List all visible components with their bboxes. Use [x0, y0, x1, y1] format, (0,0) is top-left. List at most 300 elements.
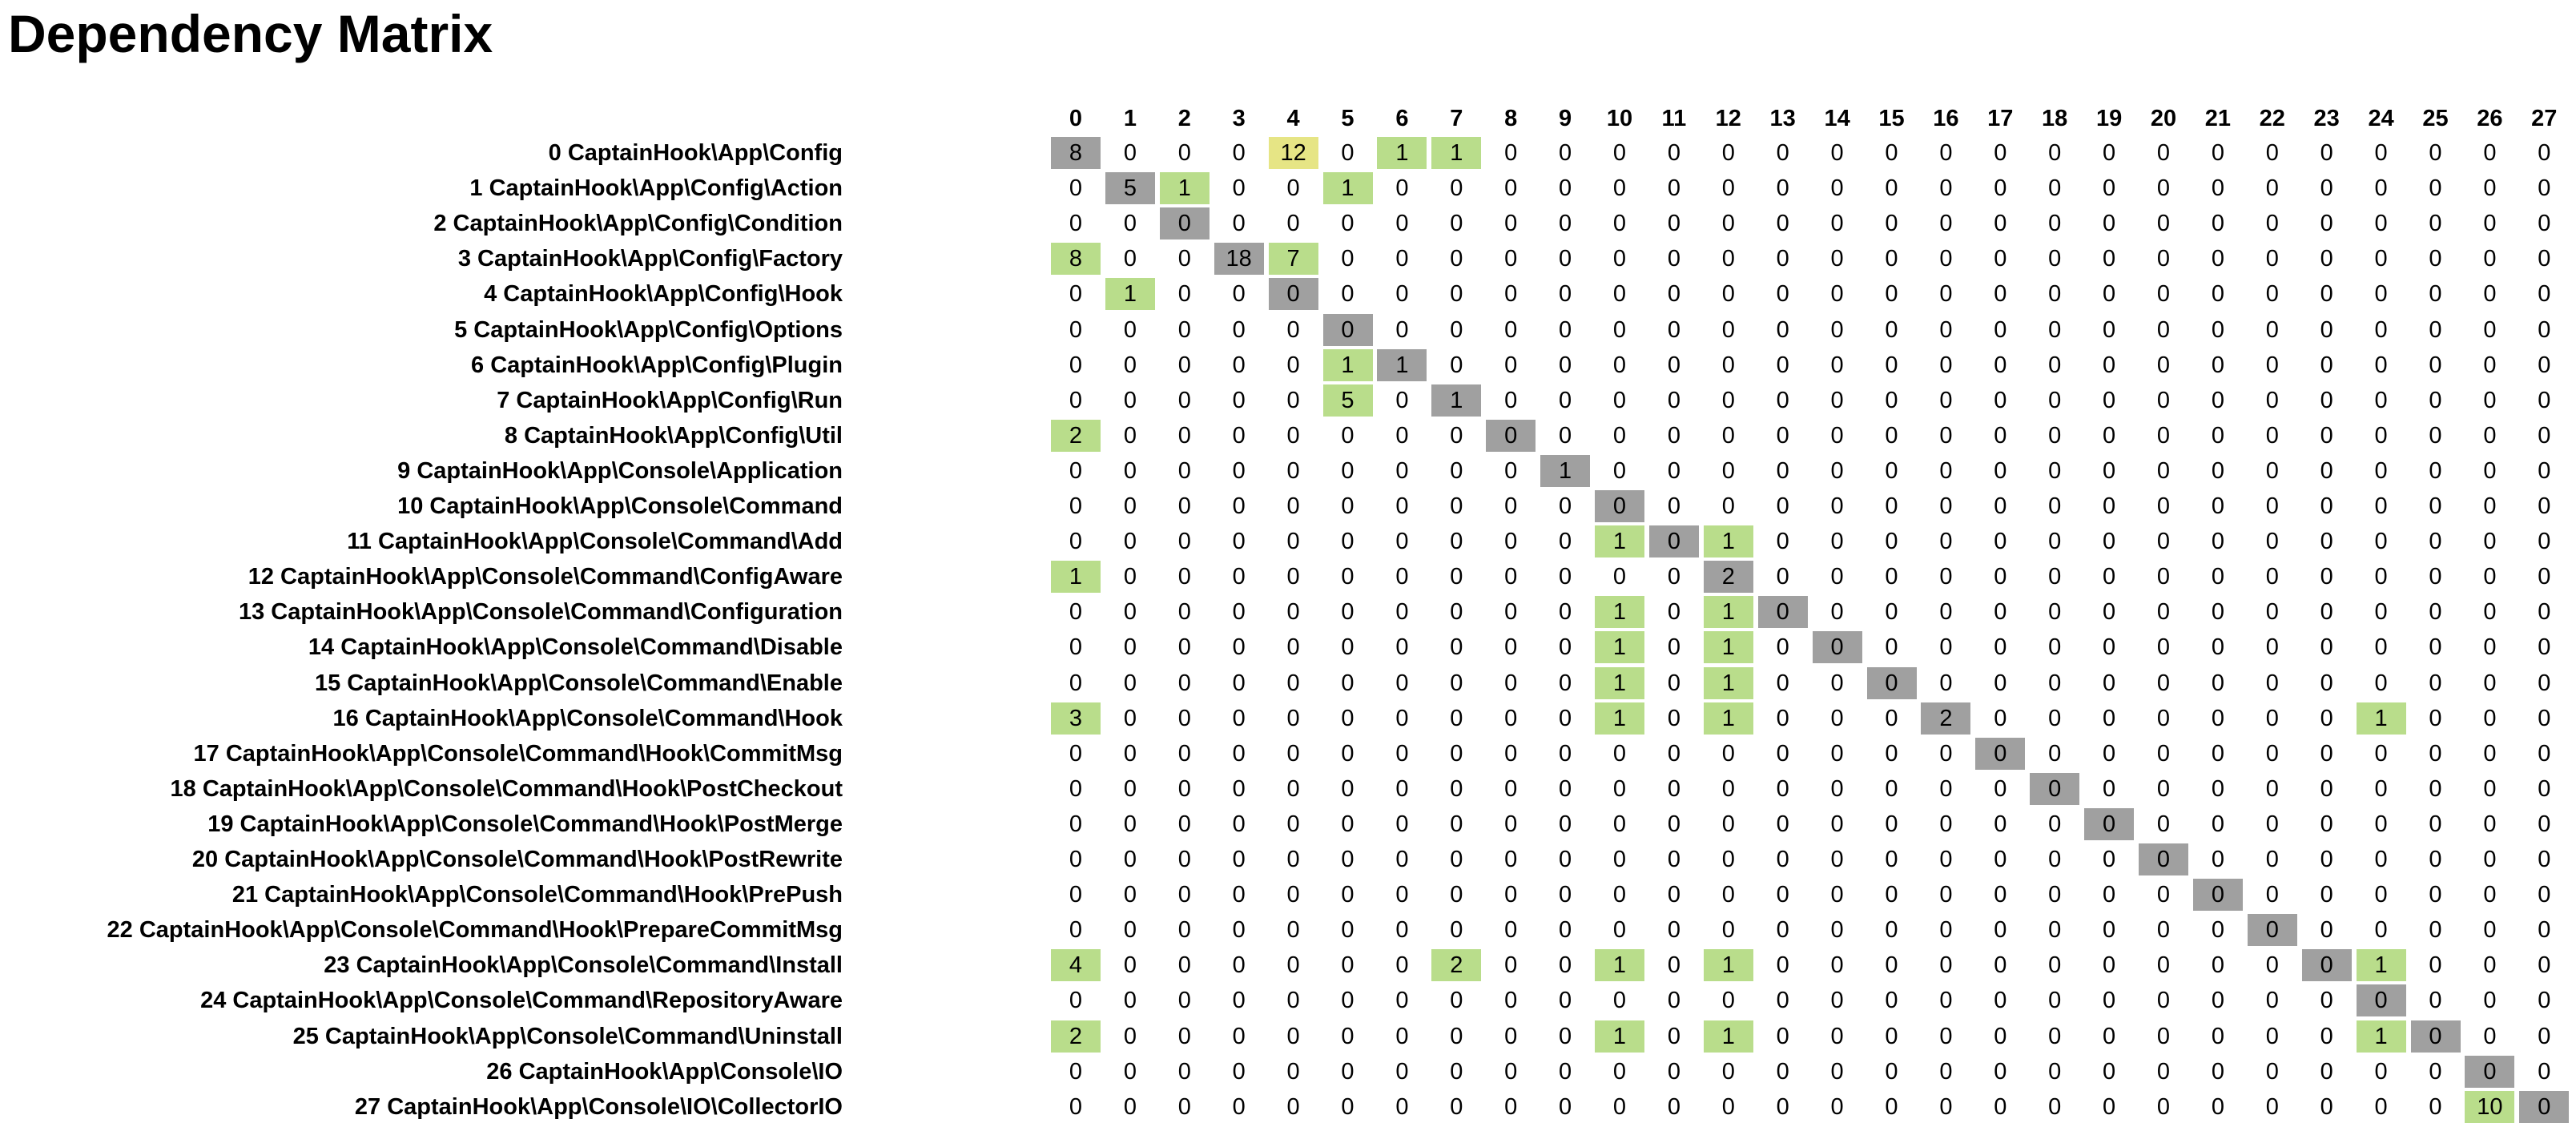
- matrix-cell-12-20: 0: [2156, 564, 2171, 590]
- column-header-0: 0: [1069, 106, 1083, 131]
- matrix-cell-17-15: 0: [1885, 740, 1898, 767]
- matrix-cell-20-10: 0: [1612, 847, 1627, 872]
- column-header-14: 14: [1824, 106, 1850, 131]
- matrix-cell-22-13: 0: [1776, 917, 1789, 944]
- matrix-cell-16-23: 0: [2320, 705, 2333, 731]
- column-header-2: 2: [1177, 106, 1191, 131]
- matrix-cell-11-13: 0: [1776, 529, 1789, 555]
- matrix-cell-1-5: 1: [1323, 172, 1373, 204]
- matrix-cell-21-26: 0: [2483, 882, 2497, 908]
- matrix-cell-4-2: 0: [1177, 281, 1191, 308]
- matrix-cell-23-12: 1: [1704, 949, 1753, 981]
- matrix-cell-9-0: 0: [1069, 457, 1083, 484]
- matrix-cell-23-16: 0: [1939, 952, 1953, 979]
- matrix-cell-6-23: 0: [2320, 352, 2333, 378]
- matrix-cell-21-23: 0: [2320, 882, 2333, 908]
- matrix-cell-9-7: 0: [1450, 457, 1463, 484]
- matrix-cell-18-5: 0: [1341, 775, 1354, 802]
- matrix-cell-11-20: 0: [2156, 529, 2171, 555]
- matrix-cell-24-26: 0: [2483, 988, 2497, 1014]
- matrix-cell-26-27: 0: [2538, 1058, 2551, 1085]
- matrix-cell-22-11: 0: [1667, 917, 1680, 944]
- matrix-cell-2-4: 0: [1286, 211, 1300, 237]
- matrix-cell-23-6: 0: [1395, 952, 1409, 979]
- column-header-12: 12: [1715, 106, 1741, 131]
- matrix-cell-15-25: 0: [2429, 670, 2442, 696]
- matrix-cell-27-15: 0: [1885, 1093, 1898, 1120]
- matrix-cell-24-27: 0: [2538, 988, 2551, 1014]
- matrix-cell-0-1: 0: [1123, 140, 1137, 166]
- matrix-cell-15-17: 0: [1994, 670, 2007, 696]
- matrix-cell-5-9: 0: [1559, 316, 1572, 343]
- matrix-cell-24-20: 0: [2156, 988, 2171, 1014]
- matrix-cell-9-16: 0: [1939, 457, 1953, 484]
- matrix-cell-27-4: 0: [1286, 1093, 1300, 1120]
- matrix-cell-8-8: 0: [1486, 420, 1536, 452]
- matrix-cell-1-4: 0: [1286, 175, 1300, 202]
- matrix-cell-14-17: 0: [1994, 634, 2007, 661]
- column-header-11: 11: [1661, 106, 1687, 131]
- matrix-cell-2-13: 0: [1776, 211, 1789, 237]
- row-label-26: 26 CaptainHook\App\Console\IO: [486, 1058, 843, 1085]
- matrix-cell-8-5: 0: [1341, 422, 1354, 449]
- matrix-cell-14-11: 0: [1667, 634, 1680, 661]
- matrix-cell-5-22: 0: [2265, 316, 2279, 343]
- matrix-cell-17-24: 0: [2374, 740, 2388, 767]
- matrix-cell-0-13: 0: [1776, 140, 1789, 166]
- matrix-cell-8-26: 0: [2483, 422, 2497, 449]
- matrix-cell-16-2: 0: [1177, 705, 1191, 731]
- matrix-cell-4-21: 0: [2211, 281, 2224, 308]
- matrix-cell-25-10: 1: [1595, 1020, 1644, 1053]
- matrix-cell-16-14: 0: [1830, 705, 1844, 731]
- matrix-cell-9-20: 0: [2156, 457, 2171, 484]
- matrix-cell-9-15: 0: [1885, 457, 1898, 484]
- matrix-cell-6-13: 0: [1776, 352, 1789, 378]
- column-header-18: 18: [2042, 106, 2068, 131]
- matrix-cell-16-26: 0: [2483, 705, 2497, 731]
- matrix-cell-27-19: 0: [2103, 1093, 2116, 1120]
- matrix-cell-26-12: 0: [1721, 1058, 1735, 1085]
- matrix-cell-0-17: 0: [1994, 140, 2007, 166]
- matrix-cell-13-8: 0: [1504, 599, 1518, 626]
- matrix-cell-2-7: 0: [1450, 211, 1463, 237]
- matrix-cell-24-7: 0: [1450, 988, 1463, 1014]
- matrix-cell-6-5: 1: [1323, 349, 1373, 381]
- matrix-cell-7-14: 0: [1830, 387, 1844, 413]
- matrix-cell-4-14: 0: [1830, 281, 1844, 308]
- matrix-cell-20-21: 0: [2211, 847, 2224, 872]
- matrix-cell-16-12: 1: [1704, 702, 1753, 735]
- matrix-cell-20-2: 0: [1177, 847, 1191, 872]
- matrix-cell-9-5: 0: [1341, 457, 1354, 484]
- matrix-cell-23-4: 0: [1286, 952, 1300, 979]
- column-header-6: 6: [1395, 106, 1409, 131]
- matrix-cell-19-3: 0: [1232, 811, 1246, 837]
- matrix-cell-17-21: 0: [2211, 740, 2224, 767]
- matrix-cell-12-9: 0: [1559, 564, 1572, 590]
- matrix-cell-11-15: 0: [1885, 529, 1898, 555]
- matrix-cell-18-14: 0: [1830, 775, 1844, 802]
- matrix-cell-1-18: 0: [2048, 175, 2062, 202]
- matrix-cell-25-12: 1: [1704, 1020, 1753, 1053]
- matrix-cell-17-17: 0: [1975, 738, 2025, 770]
- matrix-cell-10-15: 0: [1885, 493, 1898, 519]
- matrix-cell-24-5: 0: [1341, 988, 1354, 1014]
- matrix-cell-8-2: 0: [1177, 422, 1191, 449]
- matrix-cell-26-14: 0: [1830, 1058, 1844, 1085]
- matrix-cell-9-4: 0: [1286, 457, 1300, 484]
- matrix-cell-4-11: 0: [1667, 281, 1680, 308]
- matrix-cell-11-14: 0: [1830, 529, 1844, 555]
- matrix-cell-14-10: 1: [1595, 631, 1644, 663]
- matrix-cell-0-20: 0: [2156, 140, 2171, 166]
- matrix-cell-18-0: 0: [1069, 775, 1083, 802]
- matrix-cell-17-10: 0: [1612, 740, 1627, 767]
- matrix-cell-5-5: 0: [1323, 314, 1373, 346]
- matrix-cell-20-8: 0: [1504, 847, 1518, 872]
- matrix-cell-3-10: 0: [1612, 246, 1627, 272]
- matrix-cell-27-16: 0: [1939, 1093, 1953, 1120]
- column-header-26: 26: [2477, 106, 2503, 131]
- matrix-cell-13-26: 0: [2483, 599, 2497, 626]
- matrix-cell-9-14: 0: [1830, 457, 1844, 484]
- matrix-cell-0-15: 0: [1885, 140, 1898, 166]
- matrix-cell-27-18: 0: [2048, 1093, 2062, 1120]
- matrix-cell-8-19: 0: [2103, 422, 2116, 449]
- matrix-cell-16-8: 0: [1504, 705, 1518, 731]
- matrix-cell-10-21: 0: [2211, 493, 2224, 519]
- matrix-cell-9-11: 0: [1667, 457, 1680, 484]
- matrix-cell-17-11: 0: [1667, 740, 1680, 767]
- matrix-cell-6-1: 0: [1123, 352, 1137, 378]
- matrix-cell-16-1: 0: [1123, 705, 1137, 731]
- column-header-22: 22: [2259, 106, 2285, 131]
- matrix-cell-27-14: 0: [1830, 1093, 1844, 1120]
- matrix-cell-12-12: 2: [1704, 561, 1753, 593]
- matrix-cell-0-7: 1: [1431, 137, 1481, 169]
- matrix-cell-5-3: 0: [1232, 316, 1246, 343]
- matrix-cell-23-18: 0: [2048, 952, 2062, 979]
- matrix-cell-27-0: 0: [1069, 1093, 1083, 1120]
- matrix-cell-12-22: 0: [2265, 564, 2279, 590]
- matrix-cell-6-15: 0: [1885, 352, 1898, 378]
- matrix-cell-19-25: 0: [2429, 811, 2442, 837]
- matrix-cell-14-20: 0: [2156, 634, 2171, 661]
- matrix-cell-25-15: 0: [1885, 1023, 1898, 1049]
- matrix-cell-0-6: 1: [1377, 137, 1427, 169]
- matrix-cell-12-27: 0: [2538, 564, 2551, 590]
- matrix-cell-0-0: 8: [1051, 137, 1101, 169]
- matrix-cell-11-26: 0: [2483, 529, 2497, 555]
- matrix-cell-11-18: 0: [2048, 529, 2062, 555]
- row-label-12: 12 CaptainHook\App\Console\Command\ConfigAware: [248, 564, 843, 590]
- matrix-cell-14-18: 0: [2048, 634, 2062, 661]
- matrix-cell-5-13: 0: [1776, 316, 1789, 343]
- matrix-cell-9-1: 0: [1123, 457, 1137, 484]
- matrix-cell-5-21: 0: [2211, 316, 2224, 343]
- matrix-cell-25-20: 0: [2156, 1023, 2171, 1049]
- row-label-6: 6 CaptainHook\App\Config\Plugin: [471, 352, 843, 378]
- matrix-cell-8-15: 0: [1885, 422, 1898, 449]
- matrix-cell-21-19: 0: [2103, 882, 2116, 908]
- matrix-cell-26-18: 0: [2048, 1058, 2062, 1085]
- matrix-cell-5-1: 0: [1123, 316, 1137, 343]
- matrix-cell-7-12: 0: [1721, 387, 1735, 413]
- matrix-cell-4-19: 0: [2103, 281, 2116, 308]
- matrix-cell-3-17: 0: [1994, 246, 2007, 272]
- matrix-cell-24-25: 0: [2429, 988, 2442, 1014]
- matrix-cell-25-24: 1: [2357, 1020, 2406, 1053]
- matrix-cell-25-11: 0: [1667, 1023, 1680, 1049]
- row-label-13: 13 CaptainHook\App\Console\Command\Configuration: [238, 599, 843, 626]
- matrix-cell-8-0: 2: [1051, 420, 1101, 452]
- matrix-cell-21-2: 0: [1177, 882, 1191, 908]
- matrix-cell-5-2: 0: [1177, 316, 1191, 343]
- matrix-cell-21-7: 0: [1450, 882, 1463, 908]
- matrix-cell-15-18: 0: [2048, 670, 2062, 696]
- matrix-cell-5-26: 0: [2483, 316, 2497, 343]
- matrix-cell-2-2: 0: [1160, 207, 1210, 239]
- matrix-cell-7-0: 0: [1069, 387, 1083, 413]
- matrix-cell-14-15: 0: [1885, 634, 1898, 661]
- matrix-cell-6-4: 0: [1286, 352, 1300, 378]
- matrix-cell-21-27: 0: [2538, 882, 2551, 908]
- matrix-cell-12-26: 0: [2483, 564, 2497, 590]
- matrix-cell-16-11: 0: [1667, 705, 1680, 731]
- matrix-cell-13-2: 0: [1177, 599, 1191, 626]
- matrix-cell-18-19: 0: [2103, 775, 2116, 802]
- matrix-cell-1-22: 0: [2265, 175, 2279, 202]
- matrix-cell-12-4: 0: [1286, 564, 1300, 590]
- matrix-cell-22-20: 0: [2156, 917, 2171, 944]
- matrix-cell-8-16: 0: [1939, 422, 1953, 449]
- matrix-cell-17-14: 0: [1830, 740, 1844, 767]
- matrix-cell-27-21: 0: [2211, 1093, 2224, 1120]
- matrix-cell-1-6: 0: [1395, 175, 1409, 202]
- matrix-cell-18-17: 0: [1994, 775, 2007, 802]
- matrix-cell-9-6: 0: [1395, 457, 1409, 484]
- matrix-cell-18-25: 0: [2429, 775, 2442, 802]
- matrix-cell-17-9: 0: [1559, 740, 1572, 767]
- matrix-cell-3-0: 8: [1051, 243, 1101, 275]
- matrix-cell-22-18: 0: [2048, 917, 2062, 944]
- matrix-cell-22-9: 0: [1559, 917, 1572, 944]
- row-label-2: 2 CaptainHook\App\Config\Condition: [433, 211, 843, 237]
- matrix-cell-6-8: 0: [1504, 352, 1518, 378]
- matrix-cell-3-8: 0: [1504, 246, 1518, 272]
- column-header-13: 13: [1769, 106, 1796, 131]
- matrix-cell-8-10: 0: [1612, 422, 1627, 449]
- matrix-cell-8-22: 0: [2265, 422, 2279, 449]
- matrix-cell-23-0: 4: [1051, 949, 1101, 981]
- matrix-cell-19-16: 0: [1939, 811, 1953, 837]
- matrix-cell-21-10: 0: [1612, 882, 1627, 908]
- matrix-cell-17-6: 0: [1395, 740, 1409, 767]
- matrix-cell-3-25: 0: [2429, 246, 2442, 272]
- matrix-cell-25-16: 0: [1939, 1023, 1953, 1049]
- matrix-cell-0-27: 0: [2538, 140, 2551, 166]
- matrix-cell-10-18: 0: [2048, 493, 2062, 519]
- matrix-cell-11-4: 0: [1286, 529, 1300, 555]
- matrix-cell-5-17: 0: [1994, 316, 2007, 343]
- matrix-cell-2-8: 0: [1504, 211, 1518, 237]
- matrix-cell-0-5: 0: [1341, 140, 1354, 166]
- matrix-cell-26-13: 0: [1776, 1058, 1789, 1085]
- matrix-cell-3-12: 0: [1721, 246, 1735, 272]
- matrix-cell-4-3: 0: [1232, 281, 1246, 308]
- matrix-cell-6-24: 0: [2374, 352, 2388, 378]
- matrix-cell-4-27: 0: [2538, 281, 2551, 308]
- matrix-cell-15-20: 0: [2156, 670, 2171, 696]
- matrix-cell-27-8: 0: [1504, 1093, 1518, 1120]
- matrix-cell-3-22: 0: [2265, 246, 2279, 272]
- matrix-cell-12-25: 0: [2429, 564, 2442, 590]
- matrix-cell-13-15: 0: [1885, 599, 1898, 626]
- matrix-cell-17-13: 0: [1776, 740, 1789, 767]
- matrix-cell-17-7: 0: [1450, 740, 1463, 767]
- matrix-cell-13-19: 0: [2103, 599, 2116, 626]
- matrix-cell-27-22: 0: [2265, 1093, 2279, 1120]
- matrix-cell-21-11: 0: [1667, 882, 1680, 908]
- matrix-cell-2-19: 0: [2103, 211, 2116, 237]
- matrix-cell-23-24: 1: [2357, 949, 2406, 981]
- matrix-cell-17-0: 0: [1069, 740, 1083, 767]
- matrix-cell-22-25: 0: [2429, 917, 2442, 944]
- matrix-cell-10-0: 0: [1069, 493, 1083, 519]
- column-header-27: 27: [2531, 106, 2558, 131]
- matrix-cell-26-21: 0: [2211, 1058, 2224, 1085]
- matrix-cell-11-24: 0: [2374, 529, 2388, 555]
- matrix-cell-25-1: 0: [1123, 1023, 1137, 1049]
- matrix-cell-20-6: 0: [1395, 847, 1409, 872]
- matrix-cell-8-25: 0: [2429, 422, 2442, 449]
- matrix-cell-3-21: 0: [2211, 246, 2224, 272]
- matrix-cell-16-27: 0: [2538, 705, 2551, 731]
- matrix-cell-6-11: 0: [1667, 352, 1680, 378]
- row-label-17: 17 CaptainHook\App\Console\Command\Hook\CommitMsg: [193, 740, 843, 767]
- matrix-cell-3-3: 18: [1214, 243, 1264, 275]
- matrix-cell-4-22: 0: [2265, 281, 2279, 308]
- matrix-cell-24-3: 0: [1232, 988, 1246, 1014]
- matrix-cell-15-16: 0: [1939, 670, 1953, 696]
- matrix-cell-10-19: 0: [2103, 493, 2116, 519]
- matrix-cell-20-19: 0: [2103, 847, 2116, 872]
- matrix-cell-5-10: 0: [1612, 316, 1627, 343]
- matrix-cell-9-27: 0: [2538, 457, 2551, 484]
- matrix-cell-19-0: 0: [1069, 811, 1083, 837]
- matrix-cell-6-10: 0: [1612, 352, 1627, 378]
- matrix-cell-19-10: 0: [1612, 811, 1627, 837]
- matrix-cell-9-12: 0: [1721, 457, 1735, 484]
- matrix-cell-1-1: 5: [1105, 172, 1155, 204]
- matrix-cell-3-19: 0: [2103, 246, 2116, 272]
- matrix-cell-0-23: 0: [2320, 140, 2333, 166]
- column-header-25: 25: [2422, 106, 2449, 131]
- matrix-cell-27-10: 0: [1612, 1093, 1627, 1120]
- matrix-cell-16-3: 0: [1232, 705, 1246, 731]
- matrix-cell-13-7: 0: [1450, 599, 1463, 626]
- matrix-cell-20-13: 0: [1776, 847, 1789, 872]
- matrix-cell-17-23: 0: [2320, 740, 2333, 767]
- matrix-cell-21-1: 0: [1123, 882, 1137, 908]
- matrix-cell-13-11: 0: [1667, 599, 1680, 626]
- matrix-cell-18-27: 0: [2538, 775, 2551, 802]
- matrix-cell-10-12: 0: [1721, 493, 1735, 519]
- matrix-cell-23-14: 0: [1830, 952, 1844, 979]
- matrix-cell-5-7: 0: [1450, 316, 1463, 343]
- matrix-cell-5-11: 0: [1667, 316, 1680, 343]
- matrix-cell-7-2: 0: [1177, 387, 1191, 413]
- matrix-cell-14-24: 0: [2374, 634, 2388, 661]
- matrix-cell-6-18: 0: [2048, 352, 2062, 378]
- matrix-cell-8-24: 0: [2374, 422, 2388, 449]
- matrix-cell-23-10: 1: [1595, 949, 1644, 981]
- matrix-cell-16-5: 0: [1341, 705, 1354, 731]
- column-header-8: 8: [1504, 106, 1518, 131]
- matrix-cell-11-6: 0: [1395, 529, 1409, 555]
- matrix-cell-11-21: 0: [2211, 529, 2224, 555]
- matrix-cell-26-22: 0: [2265, 1058, 2279, 1085]
- matrix-cell-6-6: 1: [1377, 349, 1427, 381]
- matrix-cell-11-11: 0: [1649, 525, 1699, 557]
- matrix-cell-13-9: 0: [1559, 599, 1572, 626]
- matrix-cell-24-9: 0: [1559, 988, 1572, 1014]
- matrix-cell-19-14: 0: [1830, 811, 1844, 837]
- matrix-cell-22-0: 0: [1069, 917, 1083, 944]
- matrix-cell-20-3: 0: [1232, 847, 1246, 872]
- matrix-cell-3-5: 0: [1341, 246, 1354, 272]
- matrix-cell-14-22: 0: [2265, 634, 2279, 661]
- matrix-cell-10-16: 0: [1939, 493, 1953, 519]
- matrix-cell-5-12: 0: [1721, 316, 1735, 343]
- matrix-cell-1-16: 0: [1939, 175, 1953, 202]
- matrix-cell-15-24: 0: [2374, 670, 2388, 696]
- matrix-cell-1-0: 0: [1069, 175, 1083, 202]
- matrix-cell-19-2: 0: [1177, 811, 1191, 837]
- row-label-18: 18 CaptainHook\App\Console\Command\Hook\PostCheckout: [170, 775, 843, 802]
- matrix-cell-15-15: 0: [1867, 667, 1917, 699]
- matrix-cell-20-11: 0: [1667, 847, 1680, 872]
- matrix-cell-23-23: 0: [2302, 949, 2352, 981]
- matrix-cell-22-23: 0: [2320, 917, 2333, 944]
- matrix-cell-2-23: 0: [2320, 211, 2333, 237]
- matrix-cell-23-21: 0: [2211, 952, 2224, 979]
- matrix-cell-6-17: 0: [1994, 352, 2007, 378]
- matrix-cell-26-3: 0: [1232, 1058, 1246, 1085]
- matrix-cell-21-14: 0: [1830, 882, 1844, 908]
- matrix-cell-2-21: 0: [2211, 211, 2224, 237]
- matrix-cell-22-21: 0: [2211, 917, 2224, 944]
- matrix-cell-0-2: 0: [1177, 140, 1191, 166]
- matrix-cell-9-8: 0: [1504, 457, 1518, 484]
- matrix-cell-9-22: 0: [2265, 457, 2279, 484]
- matrix-cell-24-24: 0: [2357, 984, 2406, 1016]
- matrix-cell-7-1: 0: [1123, 387, 1137, 413]
- matrix-cell-0-4: 12: [1269, 137, 1318, 169]
- matrix-cell-20-16: 0: [1939, 847, 1953, 872]
- matrix-cell-2-26: 0: [2483, 211, 2497, 237]
- matrix-cell-20-17: 0: [1994, 847, 2007, 872]
- matrix-cell-25-8: 0: [1504, 1023, 1518, 1049]
- matrix-cell-27-5: 0: [1341, 1093, 1354, 1120]
- matrix-cell-14-8: 0: [1504, 634, 1518, 661]
- matrix-cell-9-10: 0: [1612, 457, 1627, 484]
- matrix-cell-4-1: 1: [1105, 278, 1155, 310]
- matrix-cell-5-27: 0: [2538, 316, 2551, 343]
- matrix-cell-14-1: 0: [1123, 634, 1137, 661]
- matrix-cell-11-27: 0: [2538, 529, 2551, 555]
